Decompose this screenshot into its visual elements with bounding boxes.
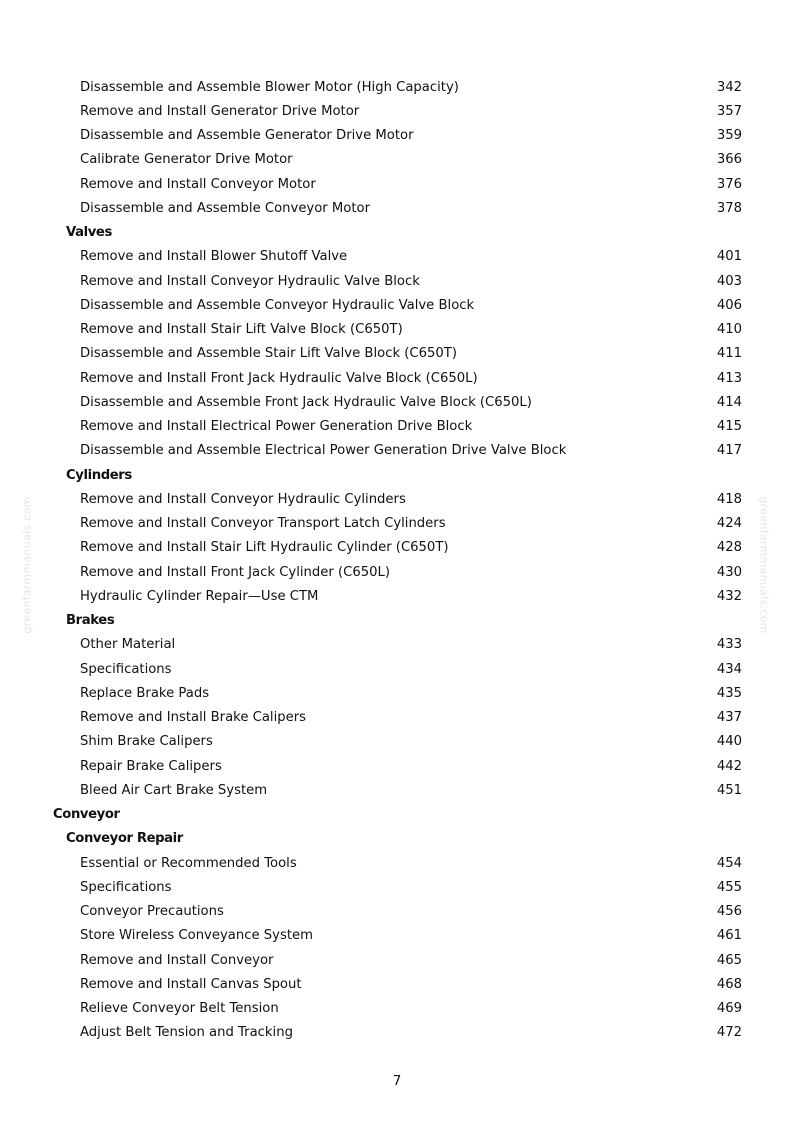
toc-entry-title: Remove and Install Generator Drive Motor [80, 103, 360, 119]
watermark-right: greenfarmmanuals.com [757, 496, 771, 634]
toc-entry[interactable] [0, 148, 794, 172]
toc-entry-title: Hydraulic Cylinder Repair—Use CTM [80, 588, 319, 604]
toc-entry-page: 378 [716, 200, 742, 216]
toc-entry-page: 437 [716, 710, 742, 725]
toc-entry-title: Conveyor Precautions [80, 904, 224, 919]
toc-entry-title: Disassemble and Assemble Conveyor Motor [80, 200, 371, 216]
watermark-left: greenfarmmanuals.com [20, 496, 34, 634]
toc-entry-title: Relieve Conveyor Belt Tension [80, 1001, 279, 1016]
toc-entry-title: Remove and Install Brake Calipers [80, 710, 307, 725]
toc-entry-page: 411 [716, 346, 742, 362]
toc-entry-page: 465 [716, 952, 742, 968]
toc-entry-title: Remove and Install Conveyor [80, 952, 274, 968]
toc-entry-page: 432 [716, 588, 742, 604]
toc-entry-page: 403 [716, 273, 742, 289]
toc-entry[interactable] [0, 294, 794, 318]
toc-entry[interactable] [0, 852, 794, 876]
toc-entry[interactable] [0, 76, 794, 100]
toc-entry[interactable] [0, 658, 794, 682]
toc-entry-title: Disassemble and Assemble Generator Drive Motor [80, 128, 414, 143]
toc-entry-page: 417 [716, 443, 742, 459]
toc-entry-title: Disassemble and Assemble Stair Lift Valve Block (C650T) [80, 346, 457, 362]
toc-entry-title: Remove and Install Front Jack Hydraulic Valve Block (C650L) [80, 370, 478, 386]
toc-entry-title: Conveyor Repair [66, 831, 183, 847]
toc-entry-page: 451 [716, 782, 742, 798]
toc-entry-page: 455 [716, 879, 742, 895]
toc-entry-title: Conveyor [53, 807, 120, 822]
toc-entry-page: 376 [716, 176, 742, 192]
toc-entry[interactable] [0, 124, 794, 148]
toc-entry-page: 469 [716, 1001, 742, 1016]
toc-entry[interactable] [0, 755, 794, 779]
toc-entry[interactable] [0, 536, 794, 560]
toc-entry-title: Adjust Belt Tension and Tracking [80, 1025, 293, 1041]
toc-entry-page: 424 [716, 516, 742, 531]
toc-entry[interactable] [0, 730, 794, 754]
toc-entry[interactable] [0, 367, 794, 391]
toc-entry-title: Remove and Install Blower Shutoff Valve [80, 249, 348, 265]
toc-entry-page: 468 [716, 976, 742, 992]
toc-entry[interactable] [0, 1021, 794, 1045]
toc-entry-title: Valves [66, 225, 112, 240]
toc-entry-page: 410 [716, 322, 742, 337]
toc-entry-page: 406 [716, 297, 742, 313]
toc-entry-title: Other Material [80, 637, 176, 653]
toc-entry[interactable] [0, 391, 794, 415]
toc-entry[interactable] [0, 415, 794, 439]
toc-entry-title: Repair Brake Calipers [80, 758, 222, 774]
toc-entry-page: 428 [716, 540, 742, 556]
toc-entry-title: Remove and Install Electrical Power Generation Drive Block [80, 419, 473, 434]
toc-entry-page: 357 [716, 103, 742, 119]
toc-entry[interactable] [0, 973, 794, 997]
toc-entry[interactable] [0, 924, 794, 948]
toc-entry[interactable] [0, 488, 794, 512]
toc-entry[interactable] [0, 779, 794, 803]
toc-entry-title: Essential or Recommended Tools [80, 855, 297, 871]
toc-entry-title: Disassemble and Assemble Electrical Power Generation Drive Valve Block [80, 443, 567, 459]
toc-entry[interactable] [0, 706, 794, 730]
toc-entry-title: Remove and Install Stair Lift Valve Block (C650T) [80, 322, 403, 337]
toc-entry[interactable] [0, 318, 794, 342]
toc-entry-title: Remove and Install Canvas Spout [80, 976, 302, 992]
toc-entry-page: 434 [716, 661, 742, 677]
toc-entry[interactable] [0, 173, 794, 197]
toc-entry[interactable] [0, 561, 794, 585]
toc-entry-page: 342 [716, 79, 742, 95]
toc-heading[interactable] [0, 221, 794, 245]
toc-entry-title: Bleed Air Cart Brake System [80, 782, 268, 798]
toc-entry-title: Store Wireless Conveyance System [80, 928, 313, 944]
toc-entry-page: 418 [716, 491, 742, 507]
toc-entry-page: 461 [716, 928, 742, 944]
toc-entry-page: 472 [716, 1025, 742, 1041]
toc-entry[interactable] [0, 876, 794, 900]
toc-entry-title: Specifications [80, 661, 172, 677]
toc-entry-title: Disassemble and Assemble Front Jack Hydraulic Valve Block (C650L) [80, 394, 532, 410]
toc-entry-page: 433 [716, 637, 742, 653]
toc-entry-page: 413 [716, 370, 742, 386]
toc-entry-title: Remove and Install Front Jack Cylinder (C650L) [80, 564, 391, 580]
toc-entry[interactable] [0, 633, 794, 657]
toc-entry[interactable] [0, 682, 794, 706]
toc-heading[interactable] [0, 609, 794, 633]
toc-entry[interactable] [0, 585, 794, 609]
toc-entry[interactable] [0, 245, 794, 269]
toc-entry-title: Replace Brake Pads [80, 685, 210, 701]
toc-entry[interactable] [0, 100, 794, 124]
toc-entry[interactable] [0, 512, 794, 536]
toc-entry-title: Disassemble and Assemble Blower Motor (High Capacity) [80, 79, 459, 95]
toc-entry-title: Calibrate Generator Drive Motor [80, 152, 293, 168]
toc-entry-page: 454 [716, 855, 742, 871]
toc-entry[interactable] [0, 439, 794, 463]
toc-entry-title: Remove and Install Stair Lift Hydraulic Cylinder (C650T) [80, 540, 449, 556]
toc-entry-title: Remove and Install Conveyor Motor [80, 176, 316, 192]
toc-entry-page: 456 [716, 904, 742, 919]
toc-entry-title: Shim Brake Calipers [80, 734, 213, 750]
toc-entry-title: Brakes [66, 613, 115, 628]
toc-entry-page: 414 [716, 394, 742, 410]
toc-entry[interactable] [0, 997, 794, 1021]
toc-entry-page: 401 [716, 249, 742, 265]
toc-heading[interactable] [0, 464, 794, 488]
toc-entry-title: Disassemble and Assemble Conveyor Hydraulic Valve Block [80, 297, 475, 313]
toc-entry-page: 366 [716, 152, 742, 168]
toc-entry-page: 415 [716, 419, 742, 434]
toc-entry-page: 435 [716, 685, 742, 701]
toc-entry-title: Specifications [80, 879, 172, 895]
toc-entry[interactable] [0, 197, 794, 221]
toc-entry-page: 442 [716, 758, 742, 774]
toc-entry-title: Remove and Install Conveyor Hydraulic Valve Block [80, 273, 420, 289]
toc-entry[interactable] [0, 900, 794, 924]
toc-entry[interactable] [0, 949, 794, 973]
toc-entry-page: 430 [716, 564, 742, 580]
toc-entry-page: 359 [716, 128, 742, 143]
toc-heading[interactable] [0, 827, 794, 851]
toc-entry[interactable] [0, 342, 794, 366]
toc-entry-title: Remove and Install Conveyor Transport Latch Cylinders [80, 516, 446, 531]
toc-entry-title: Cylinders [66, 467, 132, 483]
toc-heading[interactable] [0, 803, 794, 827]
toc-entry-title: Remove and Install Conveyor Hydraulic Cylinders [80, 491, 406, 507]
table-of-contents [0, 76, 794, 1046]
toc-entry-page: 440 [716, 734, 742, 750]
toc-entry[interactable] [0, 270, 794, 294]
page-number: 7 [392, 1073, 402, 1089]
